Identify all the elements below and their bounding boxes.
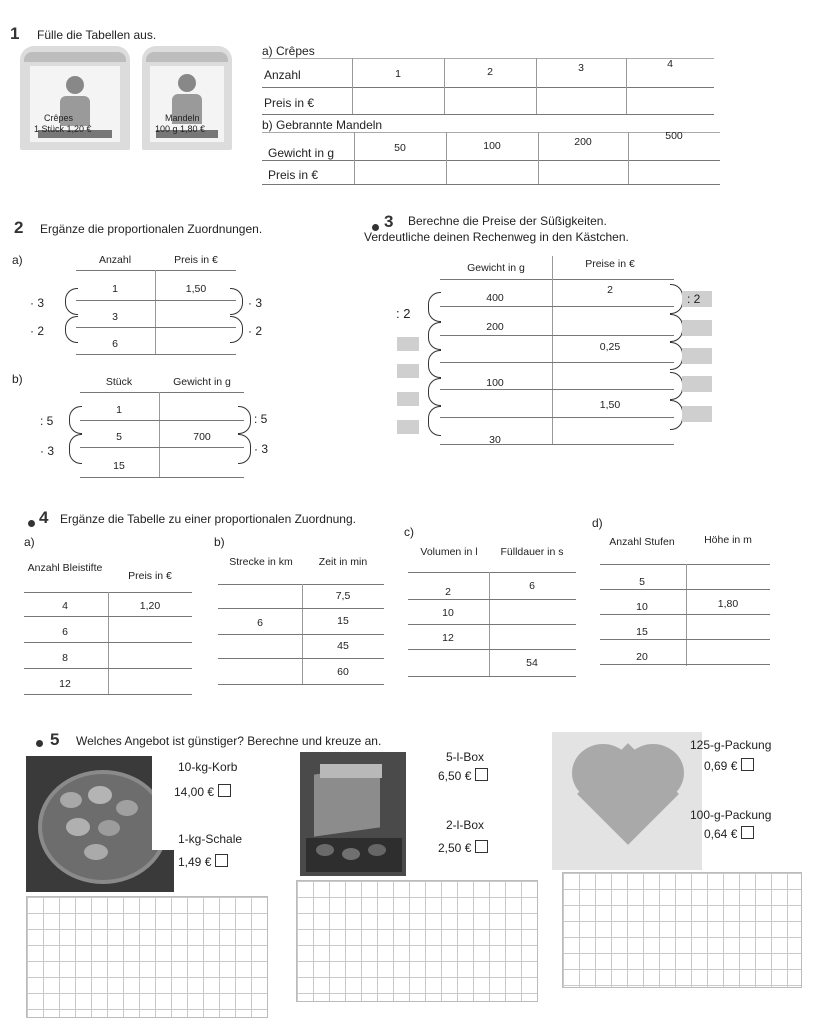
task3-left-op: : 2 [396,306,411,321]
answer-box[interactable] [397,364,419,378]
calculation-grid[interactable] [26,896,268,1018]
table-a-value: 2 [487,66,493,78]
table-b-row2-label: Preis in € [268,168,319,182]
vendor-figure-icon [66,76,84,94]
mandeln-card [142,46,232,150]
task2a-cell: 1,50 [185,283,207,295]
task4c-cell: 6 [529,580,535,592]
offer-pack100-name: 100-g-Packung [690,808,772,822]
task2a-left-op: · 3 [30,296,45,310]
offer-box2-price: 2,50 € [438,840,488,855]
table-a-title: a) Crêpes [262,44,315,58]
answer-box[interactable] [397,337,419,351]
task5-instruction: Welches Angebot ist günstiger? Berechne und kreuze an. [76,734,382,748]
task3-instruction: Berechne die Preise der Süßigkeiten. [408,214,607,228]
task3-cell: 200 [486,321,504,333]
offer-schale-price: 1,49 € [178,854,228,869]
answer-box[interactable] [682,320,712,336]
task4c-cell: 10 [442,607,454,619]
table-b-value: 100 [483,140,501,152]
crepes-card-price: 1 Stück 1,20 € [34,124,92,134]
task4d-cell: 10 [636,601,648,613]
task4a-cell: 1,20 [139,600,161,612]
task2a-left-op: · 2 [30,324,45,338]
task2a-right-op: · 2 [248,324,263,338]
task4d-cell: 1,80 [717,598,739,610]
task3-col1: Gewicht in g [467,262,525,274]
task4d-cell: 20 [636,651,648,663]
task3-cell: 2 [607,284,613,296]
task2b-label: b) [12,372,23,386]
task4b-label: b) [214,535,225,549]
task4b-cell: 60 [337,666,349,678]
crepes-card-name: Crêpes [44,113,74,123]
task2b-col1: Stück [105,376,133,388]
offer-box5-name: 5-l-Box [446,750,485,764]
task3-cell: 1,50 [599,399,621,411]
task4a-cell: 8 [62,652,68,664]
task2a-col1: Anzahl [98,254,132,266]
table-b-value: 50 [394,142,406,154]
checkbox[interactable] [475,768,488,781]
checkbox[interactable] [741,758,754,771]
task4d-col2: Höhe in m [704,534,752,546]
offer-korb-price: 14,00 € [174,784,231,799]
table-a-row2-label: Preis in € [264,96,315,110]
task4c-cell: 12 [442,632,454,644]
task2b-right-op: : 5 [254,412,268,426]
task3-right-op: : 2 [687,292,701,306]
task4a-col2: Preis in € [128,570,172,582]
mandeln-card-price: 100 g 1,80 € [155,124,206,134]
task4c-cell: 2 [445,586,451,598]
offer-box2-name: 2-l-Box [446,818,485,832]
answer-box[interactable] [682,348,712,364]
checkbox[interactable] [741,826,754,839]
task2a-col2: Preis in € [174,254,218,266]
vendor-figure-icon [178,74,196,92]
task3-cell: 0,25 [599,341,621,353]
table-b-value: 500 [665,130,683,142]
table-b-row1-label: Gewicht in g [268,146,335,160]
task2-number: 2 [14,218,24,237]
heart-package-photo [552,732,702,870]
task2a-cell: 1 [112,283,118,295]
task2b-left-op: : 5 [40,414,54,428]
task5-number: 5 [50,730,60,749]
difficulty-dot-icon [28,520,35,527]
task4d-label: d) [592,516,603,530]
table-b-value: 200 [574,136,592,148]
crepes-card [20,46,130,150]
task3-cell: 100 [486,377,504,389]
task4d-cell: 5 [639,576,645,588]
task4d-cell: 15 [636,626,648,638]
table-a-value: 4 [667,58,673,70]
answer-box[interactable] [397,392,419,406]
task2b-cell: 1 [116,404,122,416]
answer-box[interactable] [397,420,419,434]
task1-number: 1 [10,24,20,43]
difficulty-dot-icon [36,740,43,747]
task4c-col2: Fülldauer in s [500,546,564,558]
checkbox[interactable] [215,854,228,867]
task4b-cell: 45 [337,640,349,652]
task2a-right-op: · 3 [248,296,263,310]
offer-pack100-price: 0,64 € [704,826,754,841]
task4a-cell: 4 [62,600,68,612]
offer-box5-price: 6,50 € [438,768,488,783]
task3-col2: Preise in € [585,258,635,270]
table-a-value: 1 [395,68,401,80]
checkbox[interactable] [475,840,488,853]
task4-instruction: Ergänze die Tabelle zu einer proportionalen Zuordnung. [60,512,356,526]
task3-number: 3 [384,212,394,231]
task2-instruction: Ergänze die proportionalen Zuordnungen. [40,222,263,236]
task2b-left-op: · 3 [40,444,55,458]
task4c-cell: 54 [526,657,538,669]
task1-instruction: Fülle die Tabellen aus. [37,28,157,42]
task4c-col1: Volumen in l [420,546,478,558]
task4b-cell: 7,5 [335,590,351,602]
task4b-col1: Strecke in km [229,556,293,568]
task2a-cell: 3 [112,311,118,323]
task2b-right-op: · 3 [254,442,269,456]
task2a-cell: 6 [112,338,118,350]
task3-cell: 400 [486,292,504,304]
task2b-cell: 700 [193,431,211,443]
task4a-col1: Anzahl Bleistifte [27,562,103,574]
offer-schale-name: 1-kg-Schale [178,832,243,846]
task4b-col2: Zeit in min [318,556,368,568]
task2b-cell: 5 [116,431,122,443]
table-a-value: 3 [578,62,584,74]
box-photo [300,752,406,876]
mandeln-card-name: Mandeln [165,113,200,123]
answer-box[interactable] [682,376,712,392]
offer-pack125-name: 125-g-Packung [690,738,772,752]
offer-korb-name: 10-kg-Korb [178,760,238,774]
task2a-label: a) [12,253,23,267]
table-a-row1-label: Anzahl [264,68,301,82]
task3-cell: 30 [489,434,501,446]
task4b-cell: 6 [257,617,263,629]
answer-box[interactable] [682,406,712,422]
calculation-grid[interactable] [296,880,538,1002]
calculation-grid[interactable] [562,872,802,988]
task3-instruction2: Verdeutliche deinen Rechenweg in den Kästchen. [364,230,629,244]
task4a-cell: 6 [62,626,68,638]
task4a-label: a) [24,535,35,549]
task4b-cell: 15 [337,615,349,627]
task4a-cell: 12 [59,678,71,690]
task2b-col2: Gewicht in g [173,376,231,388]
checkbox[interactable] [218,784,231,797]
offer-pack125-price: 0,69 € [704,758,754,773]
task4c-label: c) [404,525,414,539]
table-b-title: b) Gebrannte Mandeln [262,118,383,132]
task4d-col1: Anzahl Stufen [609,536,675,548]
task4-number: 4 [39,508,49,527]
task2b-cell: 15 [113,460,125,472]
